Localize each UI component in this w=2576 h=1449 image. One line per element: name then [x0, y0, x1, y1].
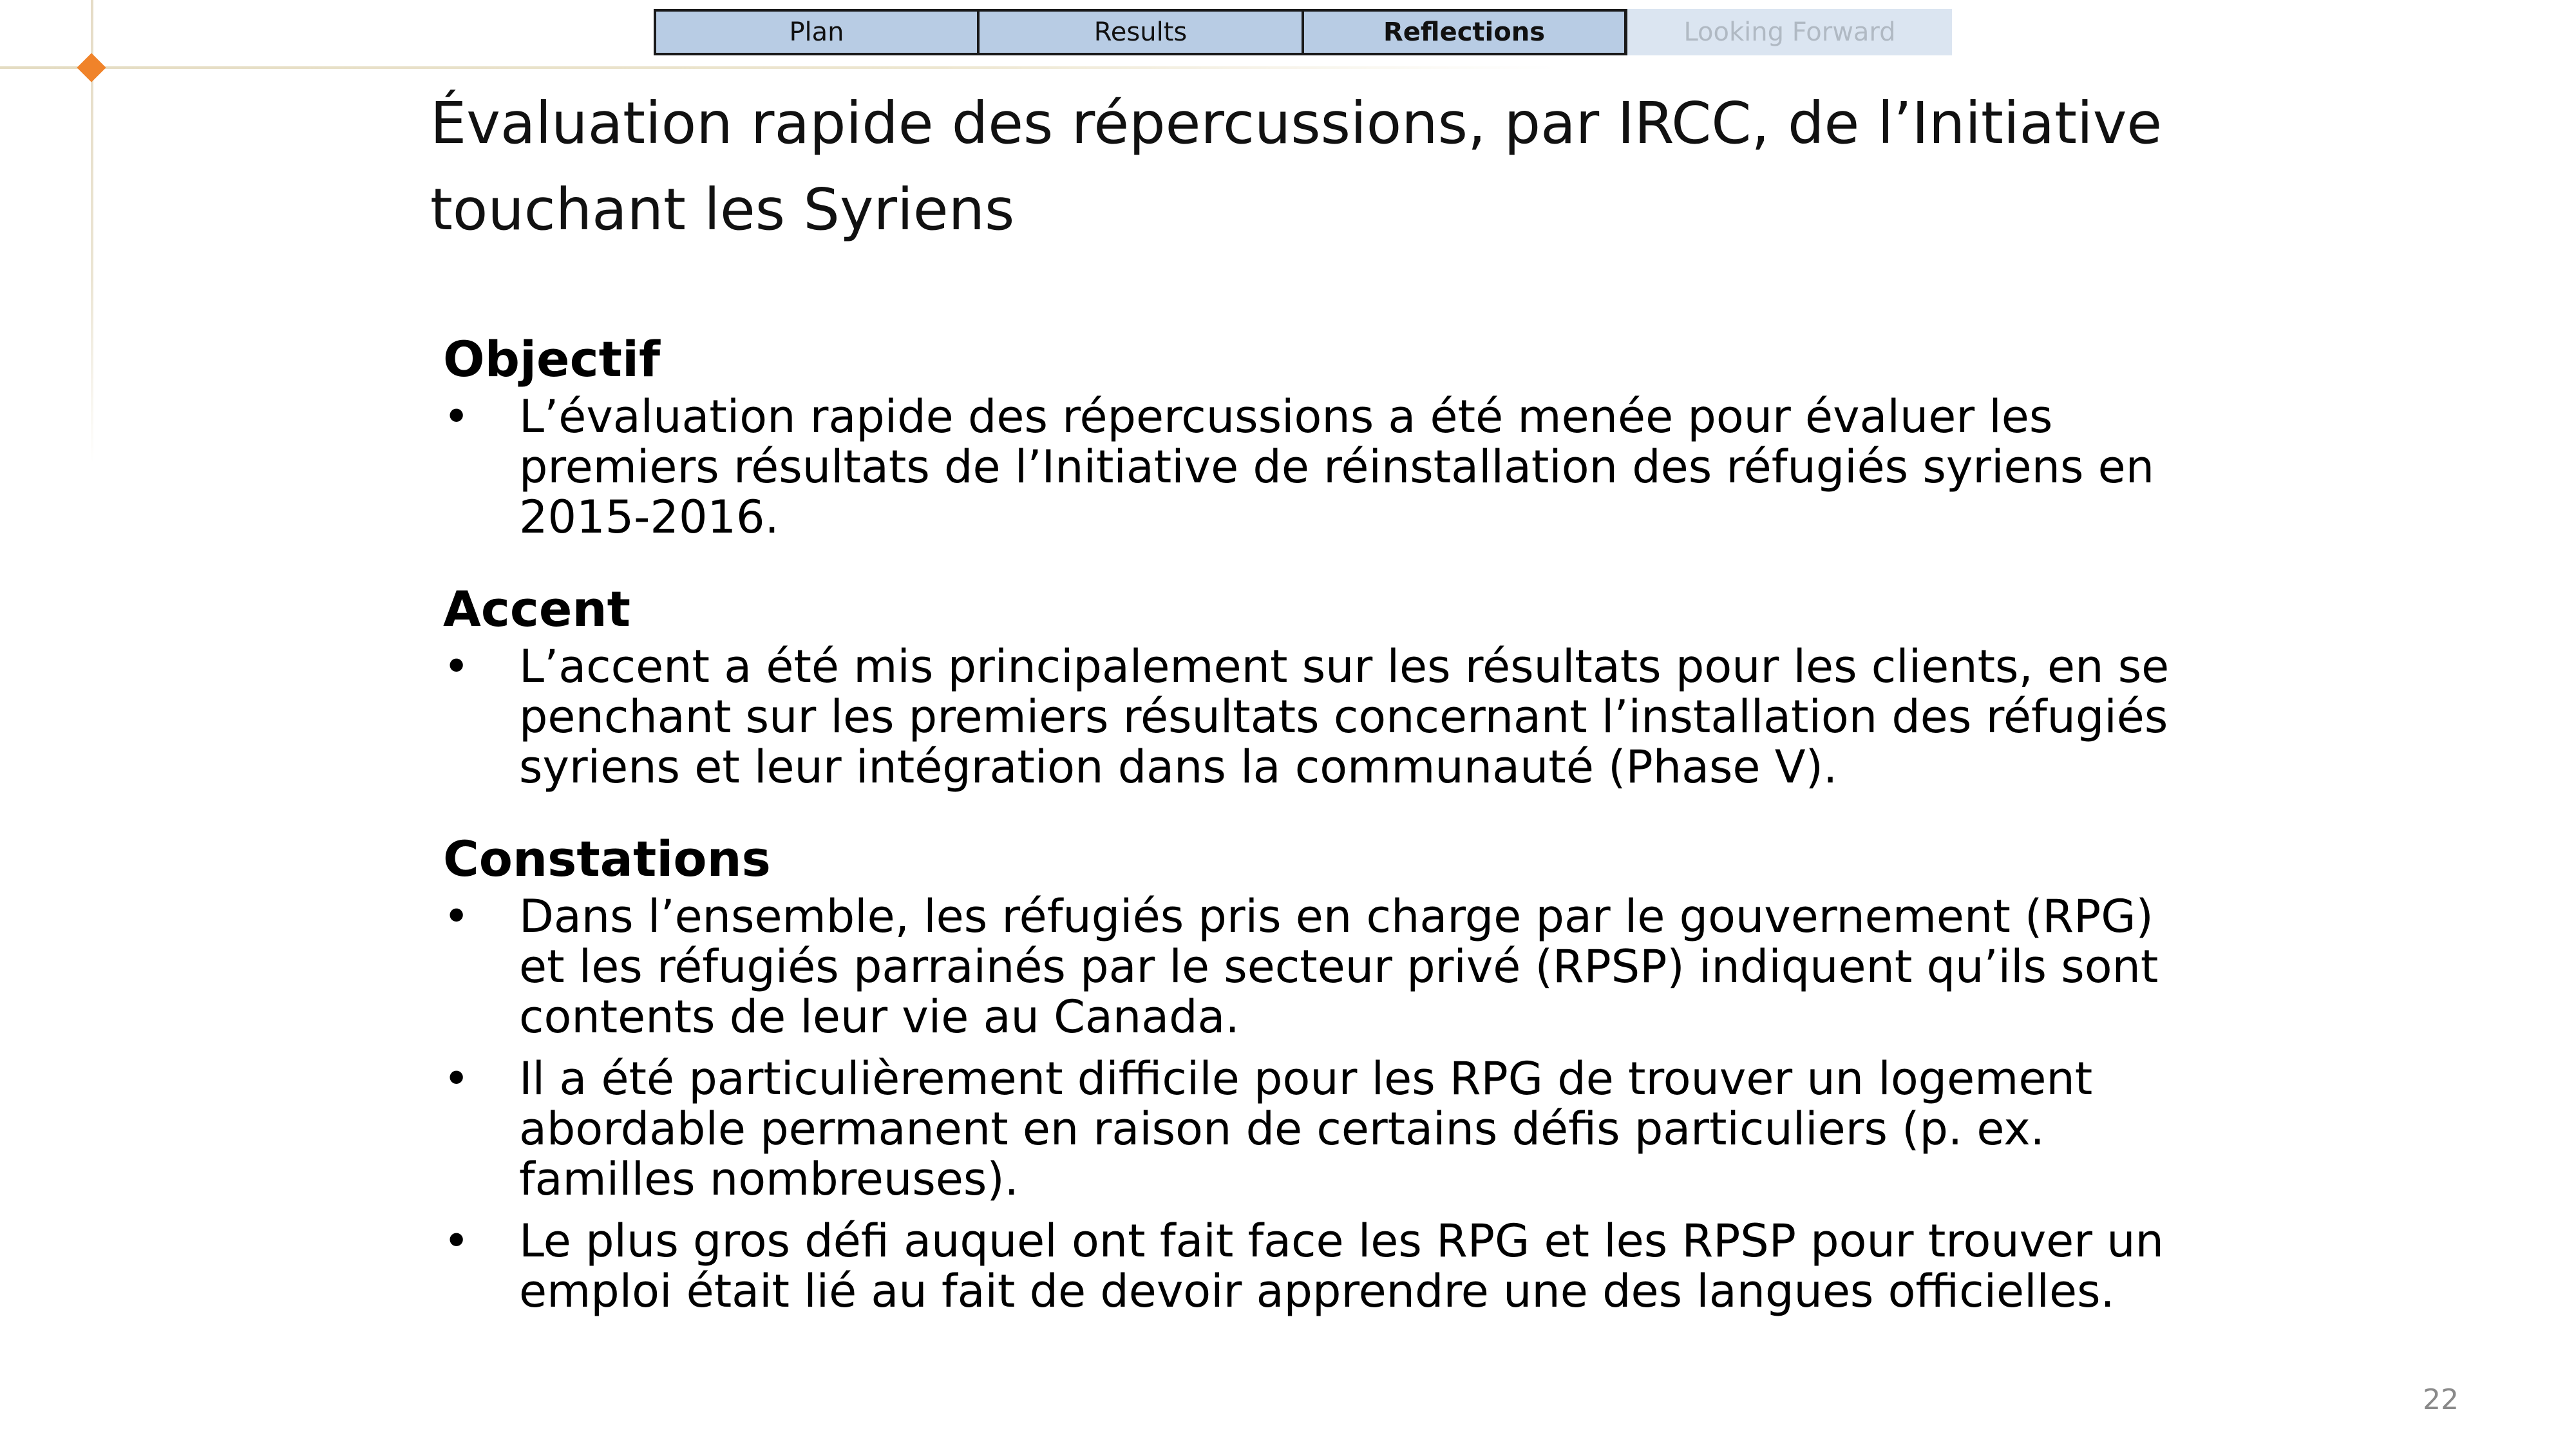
bullet-text: Il a été particulièrement difficile pour les RPG de trouver un logement abordable permanent en raison de certains défis particuliers (p. ex. familles nombreuses).	[519, 1052, 2093, 1206]
section-accent	[443, 577, 2195, 792]
section-nav	[654, 9, 1952, 55]
bullet-item	[443, 641, 2195, 792]
page-number: 22	[2423, 1383, 2459, 1416]
section-heading: Accent	[443, 580, 630, 638]
bullet-icon: •	[443, 1052, 470, 1105]
bullet-icon: •	[443, 390, 470, 443]
bullet-text: Le plus gros défi auquel ont fait face les RPG et les RPSP pour trouver un emploi était lié au fait de devoir apprendre une des langues officielles.	[519, 1215, 2164, 1318]
bullet-text: Dans l’ensemble, les réfugiés pris en charge par le gouvernement (RPG) et les réfugiés parrainés par le secteur privé (RPSP) indiquent qu’ils sont contents de leur vie au Canada.	[519, 890, 2159, 1043]
bullet-item	[443, 1216, 2195, 1316]
tab-results[interactable]: Results	[978, 9, 1303, 55]
slide-body	[443, 327, 2195, 1316]
tab-plan[interactable]: Plan	[654, 9, 978, 55]
bullet-text: L’évaluation rapide des répercussions a été menée pour évaluer les premiers résultats de l’Initiative de réinstallation des réfugiés syriens en 2015-2016.	[519, 390, 2155, 544]
section-heading: Objectif	[443, 330, 661, 388]
tab-reflections[interactable]: Reflections	[1303, 9, 1627, 55]
bullet-text: L’accent a été mis principalement sur les résultats pour les clients, en se penchant sur les premiers résultats concernant l’installation des réfugiés syriens et leur intégration dans la communauté (Phase V).	[519, 640, 2170, 793]
orange-diamond-icon	[77, 53, 106, 82]
tab-looking-forward[interactable]: Looking Forward	[1627, 9, 1952, 55]
decorative-horizontal-line	[0, 66, 1558, 69]
bullet-item	[443, 1054, 2195, 1204]
section-objectif	[443, 327, 2195, 542]
bullet-item	[443, 891, 2195, 1042]
bullet-icon: •	[443, 1215, 470, 1267]
slide-title: Évaluation rapide des répercussions, par IRCC, de l’Initiative touchant les Syriens	[430, 90, 2163, 243]
section-heading: Constations	[443, 830, 771, 887]
bullet-icon: •	[443, 640, 470, 693]
bullet-icon: •	[443, 890, 470, 943]
bullet-item	[443, 392, 2195, 542]
section-constations	[443, 827, 2195, 1316]
